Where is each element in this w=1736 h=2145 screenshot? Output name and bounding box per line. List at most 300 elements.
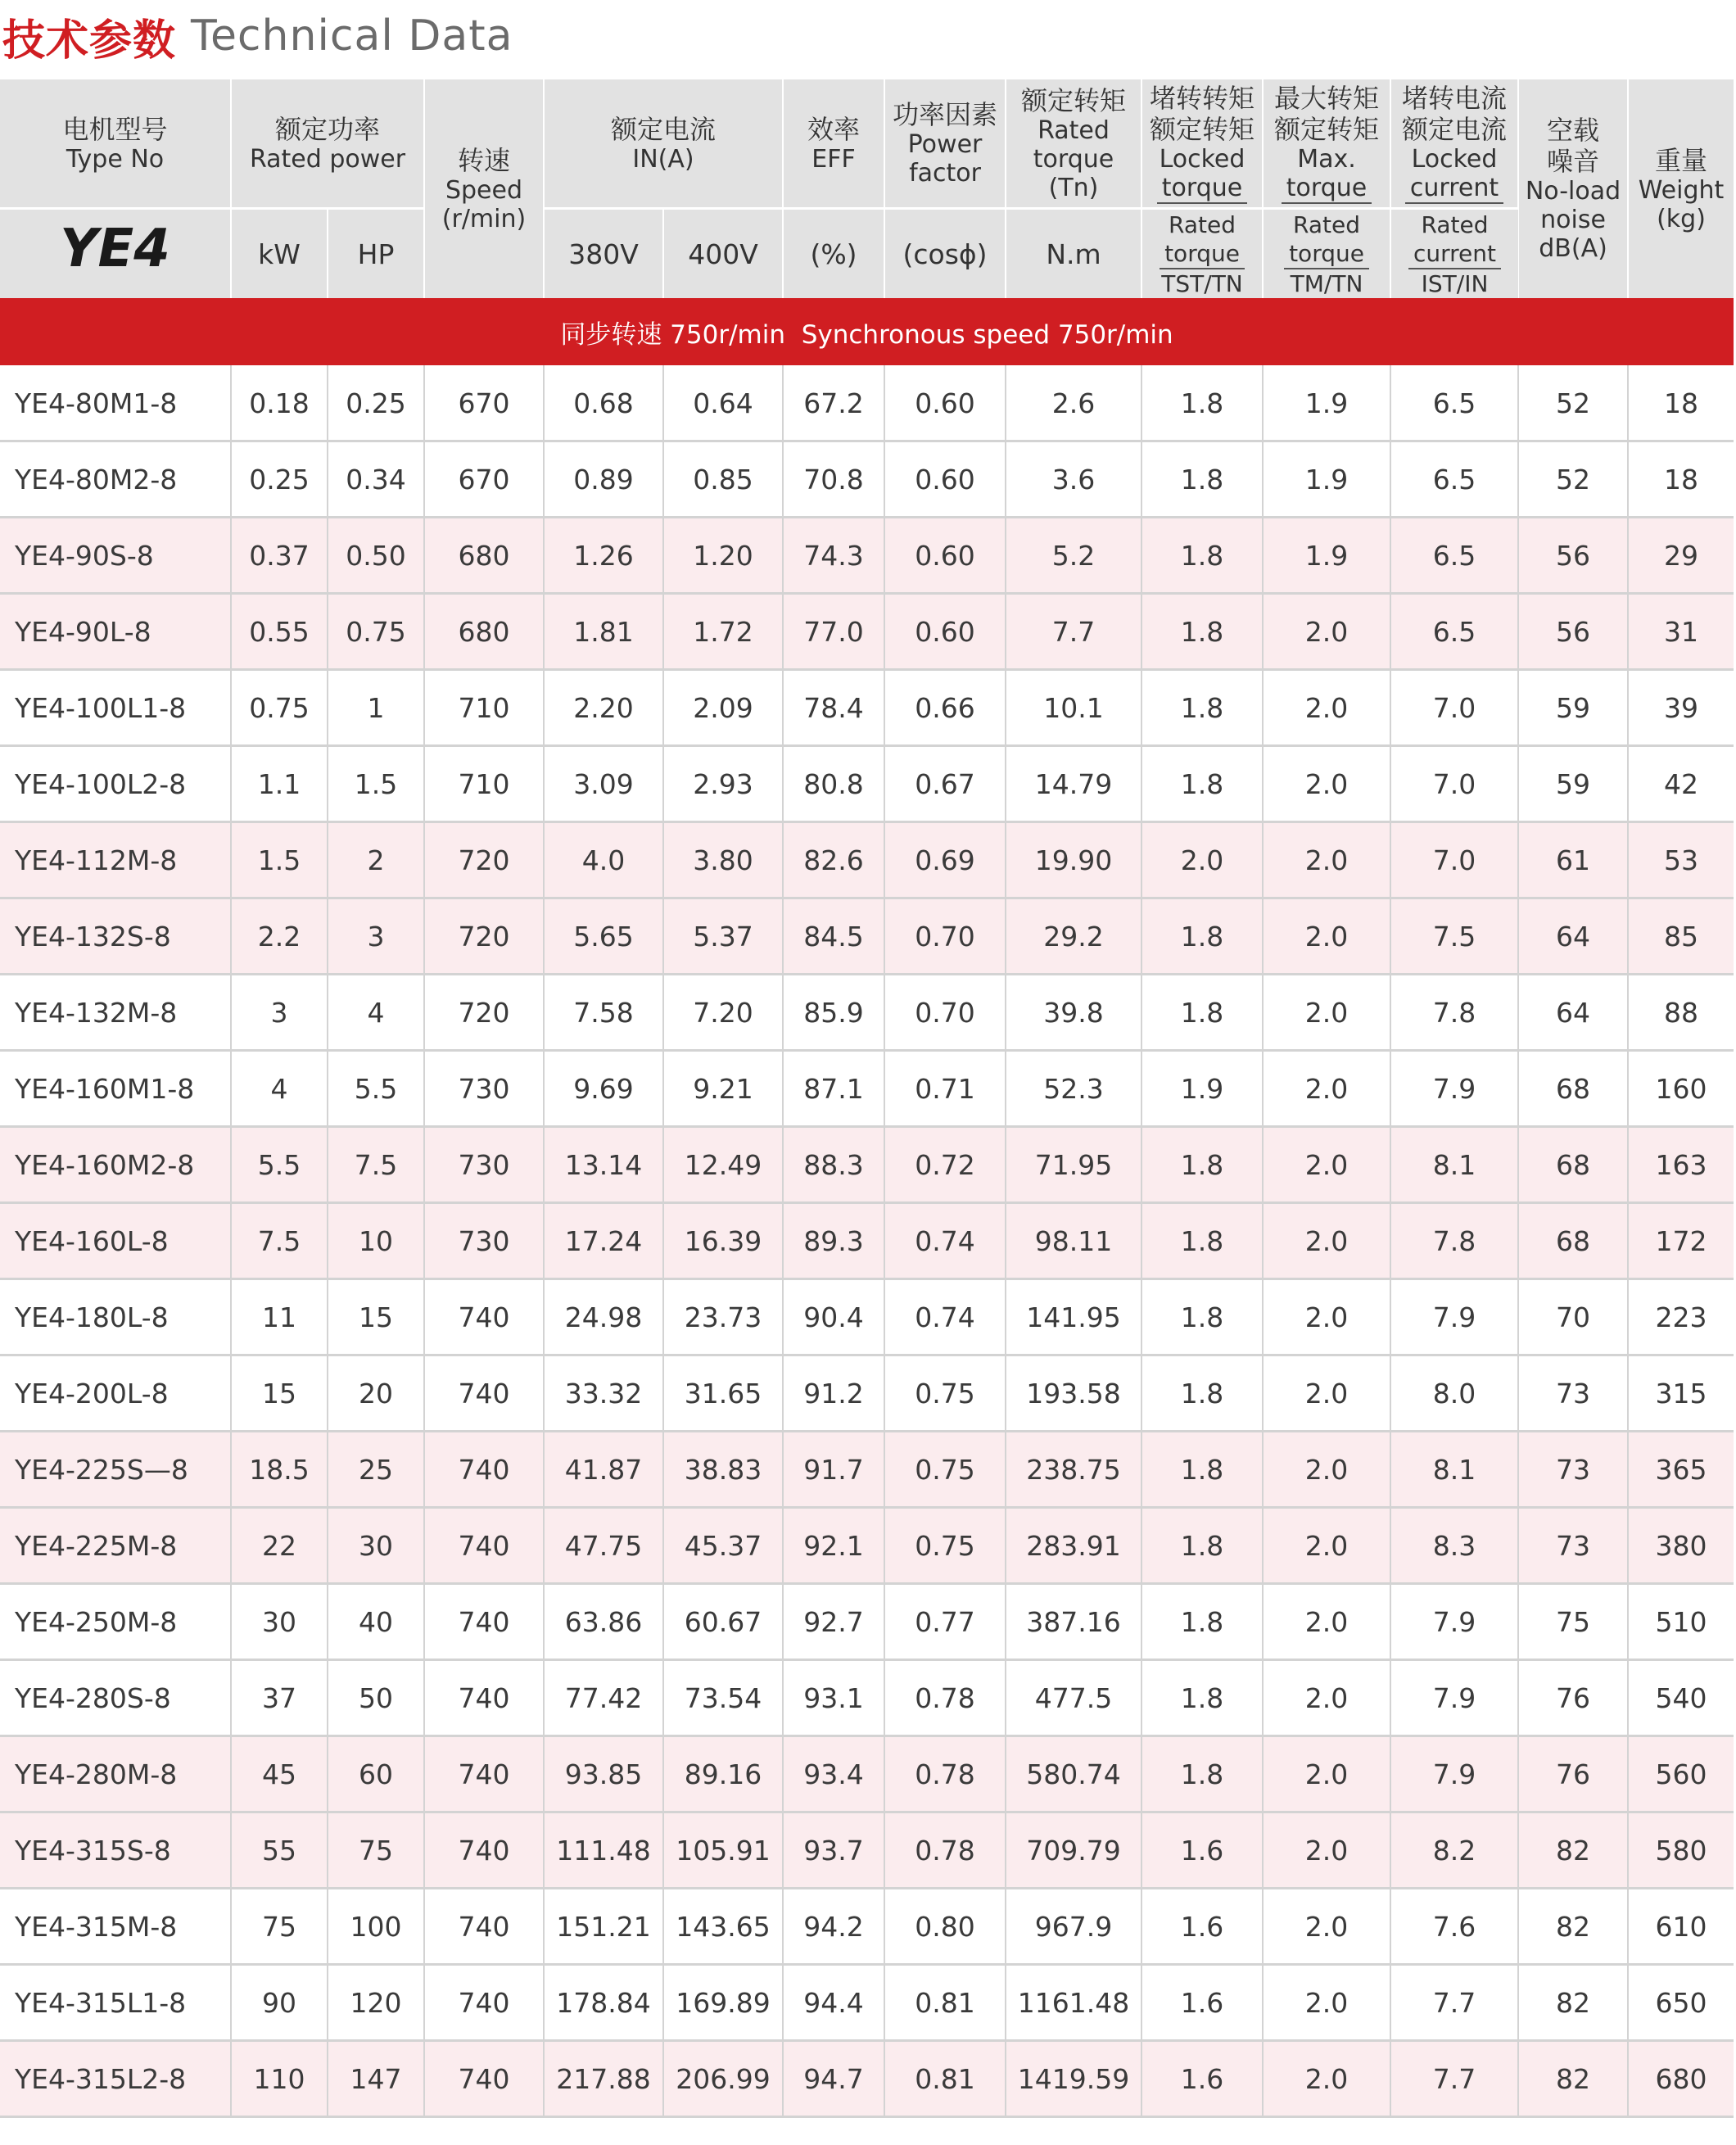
value-cell: 75 (231, 1889, 328, 1965)
value-cell: 45 (231, 1736, 328, 1812)
value-cell: 55 (231, 1812, 328, 1889)
type-cell: YE4-100L1-8 (0, 670, 231, 746)
value-cell: 73 (1518, 1508, 1628, 1584)
value-cell: 740 (424, 2041, 544, 2117)
value-cell: 52 (1518, 366, 1628, 441)
value-cell: 68 (1518, 1051, 1628, 1127)
value-cell: 93.7 (783, 1812, 884, 1889)
value-cell: 0.69 (884, 822, 1006, 898)
value-cell: 0.80 (884, 1889, 1006, 1965)
value-cell: 38.83 (663, 1432, 783, 1508)
value-cell: 3.09 (544, 746, 663, 822)
type-cell: YE4-180L-8 (0, 1279, 231, 1355)
value-cell: 2.0 (1263, 670, 1390, 746)
value-cell: 169.89 (663, 1965, 783, 2041)
value-cell: 1.1 (231, 746, 328, 822)
value-cell: 85.9 (783, 975, 884, 1051)
value-cell: 163 (1628, 1127, 1734, 1203)
title-cn: 技术参数 (2, 16, 177, 66)
value-cell: 76 (1518, 1660, 1628, 1736)
value-cell: 5.2 (1006, 518, 1142, 594)
value-cell: 94.7 (783, 2041, 884, 2117)
value-cell: 387.16 (1006, 1584, 1142, 1660)
value-cell: 2 (328, 822, 424, 898)
header-rated-torque: 额定转矩 Rated torque (Tn) (1006, 79, 1142, 209)
value-cell: 1419.59 (1006, 2041, 1142, 2117)
value-cell: 740 (424, 1508, 544, 1584)
value-cell: 0.78 (884, 1660, 1006, 1736)
value-cell: 2.0 (1263, 1432, 1390, 1508)
value-cell: 82.6 (783, 822, 884, 898)
unit-380v: 380V (544, 209, 663, 299)
value-cell: 2.0 (1263, 1355, 1390, 1432)
value-cell: 1.8 (1142, 1660, 1263, 1736)
value-cell: 0.85 (663, 441, 783, 518)
unit-tm-tn: Rated torque TM/TN (1263, 209, 1390, 299)
table-row (0, 898, 1734, 975)
value-cell: 75 (328, 1812, 424, 1889)
type-cell: YE4-250M-8 (0, 1584, 231, 1660)
table-row (0, 822, 1734, 898)
value-cell: 3.6 (1006, 441, 1142, 518)
value-cell: 147 (328, 2041, 424, 2117)
value-cell: 4 (328, 975, 424, 1051)
value-cell: 0.74 (884, 1279, 1006, 1355)
value-cell: 5.5 (231, 1127, 328, 1203)
value-cell: 1161.48 (1006, 1965, 1142, 2041)
value-cell: 5.37 (663, 898, 783, 975)
value-cell: 9.21 (663, 1051, 783, 1127)
header-row-2 (0, 209, 1734, 299)
value-cell: 10.1 (1006, 670, 1142, 746)
value-cell: 60 (328, 1736, 424, 1812)
value-cell: 89.3 (783, 1203, 884, 1279)
value-cell: 720 (424, 898, 544, 975)
type-cell: YE4-315S-8 (0, 1812, 231, 1889)
value-cell: 1.8 (1142, 1736, 1263, 1812)
value-cell: 178.84 (544, 1965, 663, 2041)
value-cell: 0.71 (884, 1051, 1006, 1127)
value-cell: 56 (1518, 594, 1628, 670)
table-row (0, 670, 1734, 746)
value-cell: 29 (1628, 518, 1734, 594)
value-cell: 8.3 (1390, 1508, 1518, 1584)
value-cell: 2.2 (231, 898, 328, 975)
sync-speed-label: 同步转速 750r/min Synchronous speed 750r/min (0, 298, 1734, 366)
value-cell: 0.78 (884, 1812, 1006, 1889)
value-cell: 63.86 (544, 1584, 663, 1660)
value-cell: 60.67 (663, 1584, 783, 1660)
header-locked-torque: 堵转转矩 额定转矩 Locked torque (1142, 79, 1263, 209)
table-row (0, 1051, 1734, 1127)
value-cell: 1.8 (1142, 746, 1263, 822)
value-cell: 0.60 (884, 366, 1006, 441)
table-row (0, 1279, 1734, 1355)
value-cell: 0.75 (884, 1432, 1006, 1508)
value-cell: 730 (424, 1127, 544, 1203)
value-cell: 1.8 (1142, 1127, 1263, 1203)
value-cell: 0.25 (231, 441, 328, 518)
value-cell: 0.72 (884, 1127, 1006, 1203)
value-cell: 223 (1628, 1279, 1734, 1355)
value-cell: 2.0 (1142, 822, 1263, 898)
value-cell: 75 (1518, 1584, 1628, 1660)
value-cell: 71.95 (1006, 1127, 1142, 1203)
value-cell: 3 (231, 975, 328, 1051)
table-row (0, 1432, 1734, 1508)
value-cell: 1.8 (1142, 1279, 1263, 1355)
type-cell: YE4-160M1-8 (0, 1051, 231, 1127)
value-cell: 1.8 (1142, 441, 1263, 518)
value-cell: 39 (1628, 670, 1734, 746)
value-cell: 0.68 (544, 366, 663, 441)
type-cell: YE4-280S-8 (0, 1660, 231, 1736)
value-cell: 61 (1518, 822, 1628, 898)
value-cell: 2.93 (663, 746, 783, 822)
table-row (0, 746, 1734, 822)
value-cell: 0.60 (884, 441, 1006, 518)
value-cell: 2.0 (1263, 1508, 1390, 1584)
header-power-factor: 功率因素 Power factor (884, 79, 1006, 209)
value-cell: 2.0 (1263, 1889, 1390, 1965)
value-cell: 77.0 (783, 594, 884, 670)
value-cell: 8.0 (1390, 1355, 1518, 1432)
value-cell: 0.70 (884, 898, 1006, 975)
value-cell: 0.78 (884, 1736, 1006, 1812)
value-cell: 1.8 (1142, 898, 1263, 975)
value-cell: 78.4 (783, 670, 884, 746)
value-cell: 91.2 (783, 1355, 884, 1432)
value-cell: 1.72 (663, 594, 783, 670)
value-cell: 93.85 (544, 1736, 663, 1812)
value-cell: 967.9 (1006, 1889, 1142, 1965)
value-cell: 7.5 (1390, 898, 1518, 975)
value-cell: 30 (328, 1508, 424, 1584)
value-cell: 1.8 (1142, 975, 1263, 1051)
value-cell: 0.77 (884, 1584, 1006, 1660)
value-cell: 64 (1518, 975, 1628, 1051)
value-cell: 670 (424, 366, 544, 441)
value-cell: 9.69 (544, 1051, 663, 1127)
value-cell: 7.0 (1390, 822, 1518, 898)
value-cell: 4.0 (544, 822, 663, 898)
value-cell: 6.5 (1390, 441, 1518, 518)
table-row (0, 1812, 1734, 1889)
value-cell: 2.6 (1006, 366, 1142, 441)
value-cell: 740 (424, 1660, 544, 1736)
value-cell: 206.99 (663, 2041, 783, 2117)
table-row (0, 1965, 1734, 2041)
value-cell: 730 (424, 1051, 544, 1127)
table-row (0, 1355, 1734, 1432)
value-cell: 365 (1628, 1432, 1734, 1508)
table-row (0, 1203, 1734, 1279)
value-cell: 1.9 (1263, 366, 1390, 441)
value-cell: 2.0 (1263, 1584, 1390, 1660)
value-cell: 1.8 (1142, 670, 1263, 746)
header-max-torque: 最大转矩 额定转矩 Max. torque (1263, 79, 1390, 209)
value-cell: 22 (231, 1508, 328, 1584)
value-cell: 94.4 (783, 1965, 884, 2041)
value-cell: 740 (424, 1355, 544, 1432)
value-cell: 50 (328, 1660, 424, 1736)
unit-nm: N.m (1006, 209, 1142, 299)
value-cell: 2.09 (663, 670, 783, 746)
unit-percent: (%) (783, 209, 884, 299)
value-cell: 88 (1628, 975, 1734, 1051)
value-cell: 3.80 (663, 822, 783, 898)
value-cell: 7.20 (663, 975, 783, 1051)
value-cell: 7.5 (231, 1203, 328, 1279)
value-cell: 1.81 (544, 594, 663, 670)
value-cell: 7.9 (1390, 1660, 1518, 1736)
value-cell: 7.7 (1390, 2041, 1518, 2117)
value-cell: 91.7 (783, 1432, 884, 1508)
value-cell: 720 (424, 822, 544, 898)
value-cell: 7.9 (1390, 1279, 1518, 1355)
value-cell: 90 (231, 1965, 328, 2041)
value-cell: 7.0 (1390, 746, 1518, 822)
value-cell: 1.6 (1142, 2041, 1263, 2117)
type-cell: YE4-80M1-8 (0, 366, 231, 441)
value-cell: 7.6 (1390, 1889, 1518, 1965)
value-cell: 0.81 (884, 2041, 1006, 2117)
value-cell: 31 (1628, 594, 1734, 670)
technical-data-table (0, 79, 1734, 2118)
value-cell: 52 (1518, 441, 1628, 518)
value-cell: 0.81 (884, 1965, 1006, 2041)
value-cell: 92.1 (783, 1508, 884, 1584)
value-cell: 650 (1628, 1965, 1734, 2041)
type-cell: YE4-225S—8 (0, 1432, 231, 1508)
value-cell: 7.7 (1390, 1965, 1518, 2041)
type-cell: YE4-315L1-8 (0, 1965, 231, 2041)
value-cell: 93.4 (783, 1736, 884, 1812)
value-cell: 70 (1518, 1279, 1628, 1355)
type-cell: YE4-160M2-8 (0, 1127, 231, 1203)
value-cell: 709.79 (1006, 1812, 1142, 1889)
value-cell: 37 (231, 1660, 328, 1736)
value-cell: 53 (1628, 822, 1734, 898)
value-cell: 2.0 (1263, 1051, 1390, 1127)
value-cell: 82 (1518, 1965, 1628, 2041)
value-cell: 17.24 (544, 1203, 663, 1279)
value-cell: 25 (328, 1432, 424, 1508)
value-cell: 23.73 (663, 1279, 783, 1355)
type-cell: YE4-90S-8 (0, 518, 231, 594)
value-cell: 0.74 (884, 1203, 1006, 1279)
value-cell: 1.5 (231, 822, 328, 898)
value-cell: 2.0 (1263, 1736, 1390, 1812)
value-cell: 8.1 (1390, 1127, 1518, 1203)
value-cell: 740 (424, 1584, 544, 1660)
header-row-1 (0, 79, 1734, 209)
value-cell: 0.89 (544, 441, 663, 518)
table-row (0, 1660, 1734, 1736)
value-cell: 1.8 (1142, 594, 1263, 670)
value-cell: 193.58 (1006, 1355, 1142, 1432)
value-cell: 680 (1628, 2041, 1734, 2117)
type-cell: YE4-315L2-8 (0, 2041, 231, 2117)
value-cell: 18 (1628, 441, 1734, 518)
value-cell: 67.2 (783, 366, 884, 441)
header-type: 电机型号 Type No (0, 79, 231, 209)
value-cell: 0.75 (328, 594, 424, 670)
value-cell: 11 (231, 1279, 328, 1355)
value-cell: 31.65 (663, 1355, 783, 1432)
value-cell: 74.3 (783, 518, 884, 594)
value-cell: 64 (1518, 898, 1628, 975)
value-cell: 40 (328, 1584, 424, 1660)
value-cell: 2.0 (1263, 594, 1390, 670)
value-cell: 82 (1518, 1889, 1628, 1965)
value-cell: 68 (1518, 1203, 1628, 1279)
value-cell: 120 (328, 1965, 424, 2041)
table-row (0, 366, 1734, 441)
value-cell: 2.0 (1263, 1660, 1390, 1736)
value-cell: 151.21 (544, 1889, 663, 1965)
value-cell: 143.65 (663, 1889, 783, 1965)
value-cell: 1.26 (544, 518, 663, 594)
value-cell: 13.14 (544, 1127, 663, 1203)
value-cell: 45.37 (663, 1508, 783, 1584)
value-cell: 0.66 (884, 670, 1006, 746)
value-cell: 2.20 (544, 670, 663, 746)
value-cell: 283.91 (1006, 1508, 1142, 1584)
value-cell: 0.75 (884, 1355, 1006, 1432)
table-body (0, 366, 1734, 2117)
value-cell: 720 (424, 975, 544, 1051)
value-cell: 0.37 (231, 518, 328, 594)
value-cell: 740 (424, 1432, 544, 1508)
type-cell: YE4-132M-8 (0, 975, 231, 1051)
value-cell: 1.6 (1142, 1812, 1263, 1889)
value-cell: 315 (1628, 1355, 1734, 1432)
unit-cosphi: (cosϕ) (884, 209, 1006, 299)
value-cell: 1.8 (1142, 1355, 1263, 1432)
value-cell: 0.18 (231, 366, 328, 441)
value-cell: 510 (1628, 1584, 1734, 1660)
value-cell: 740 (424, 1736, 544, 1812)
value-cell: 5.65 (544, 898, 663, 975)
value-cell: 59 (1518, 746, 1628, 822)
value-cell: 0.60 (884, 518, 1006, 594)
value-cell: 7.9 (1390, 1736, 1518, 1812)
table-row (0, 2041, 1734, 2117)
value-cell: 18 (1628, 366, 1734, 441)
value-cell: 160 (1628, 1051, 1734, 1127)
value-cell: 1.8 (1142, 1432, 1263, 1508)
value-cell: 740 (424, 1889, 544, 1965)
value-cell: 92.7 (783, 1584, 884, 1660)
header-locked-current: 堵转电流 额定电流 Locked current (1390, 79, 1518, 209)
value-cell: 68 (1518, 1127, 1628, 1203)
value-cell: 0.60 (884, 594, 1006, 670)
value-cell: 82 (1518, 1812, 1628, 1889)
type-cell: YE4-112M-8 (0, 822, 231, 898)
value-cell: 710 (424, 746, 544, 822)
table-row (0, 1584, 1734, 1660)
value-cell: 610 (1628, 1889, 1734, 1965)
value-cell: 560 (1628, 1736, 1734, 1812)
value-cell: 8.1 (1390, 1432, 1518, 1508)
table-row (0, 594, 1734, 670)
value-cell: 680 (424, 518, 544, 594)
value-cell: 580 (1628, 1812, 1734, 1889)
unit-tst-tn: Rated torque TST/TN (1142, 209, 1263, 299)
value-cell: 0.75 (884, 1508, 1006, 1584)
value-cell: 1.8 (1142, 1584, 1263, 1660)
unit-400v: 400V (663, 209, 783, 299)
value-cell: 110 (231, 2041, 328, 2117)
value-cell: 680 (424, 594, 544, 670)
table-row (0, 518, 1734, 594)
table-row (0, 1127, 1734, 1203)
value-cell: 82 (1518, 2041, 1628, 2117)
table-row (0, 1508, 1734, 1584)
value-cell: 0.55 (231, 594, 328, 670)
title-en: Technical Data (191, 11, 513, 61)
header-weight: 重量 Weight (kg) (1628, 79, 1734, 298)
value-cell: 19.90 (1006, 822, 1142, 898)
value-cell: 1.6 (1142, 1965, 1263, 2041)
value-cell: 2.0 (1263, 746, 1390, 822)
type-cell: YE4-90L-8 (0, 594, 231, 670)
value-cell: 1.6 (1142, 1889, 1263, 1965)
type-cell: YE4-225M-8 (0, 1508, 231, 1584)
value-cell: 7.8 (1390, 975, 1518, 1051)
value-cell: 20 (328, 1355, 424, 1432)
value-cell: 41.87 (544, 1432, 663, 1508)
value-cell: 1.5 (328, 746, 424, 822)
value-cell: 2.0 (1263, 2041, 1390, 2117)
value-cell: 740 (424, 1279, 544, 1355)
value-cell: 70.8 (783, 441, 884, 518)
value-cell: 1.9 (1142, 1051, 1263, 1127)
table-row (0, 441, 1734, 518)
value-cell: 1.8 (1142, 366, 1263, 441)
value-cell: 1 (328, 670, 424, 746)
value-cell: 14.79 (1006, 746, 1142, 822)
value-cell: 15 (231, 1355, 328, 1432)
value-cell: 84.5 (783, 898, 884, 975)
unit-ist-in: Rated current IST/IN (1390, 209, 1518, 299)
value-cell: 217.88 (544, 2041, 663, 2117)
value-cell: 730 (424, 1203, 544, 1279)
value-cell: 85 (1628, 898, 1734, 975)
value-cell: 2.0 (1263, 1965, 1390, 2041)
value-cell: 3 (328, 898, 424, 975)
value-cell: 4 (231, 1051, 328, 1127)
value-cell: 7.8 (1390, 1203, 1518, 1279)
sync-speed-row (0, 298, 1734, 366)
value-cell: 93.1 (783, 1660, 884, 1736)
value-cell: 24.98 (544, 1279, 663, 1355)
value-cell: 39.8 (1006, 975, 1142, 1051)
value-cell: 2.0 (1263, 898, 1390, 975)
value-cell: 90.4 (783, 1279, 884, 1355)
value-cell: 7.9 (1390, 1051, 1518, 1127)
value-cell: 477.5 (1006, 1660, 1142, 1736)
value-cell: 0.64 (663, 366, 783, 441)
value-cell: 6.5 (1390, 366, 1518, 441)
value-cell: 7.9 (1390, 1584, 1518, 1660)
value-cell: 6.5 (1390, 518, 1518, 594)
value-cell: 0.75 (231, 670, 328, 746)
value-cell: 52.3 (1006, 1051, 1142, 1127)
value-cell: 0.50 (328, 518, 424, 594)
value-cell: 710 (424, 670, 544, 746)
